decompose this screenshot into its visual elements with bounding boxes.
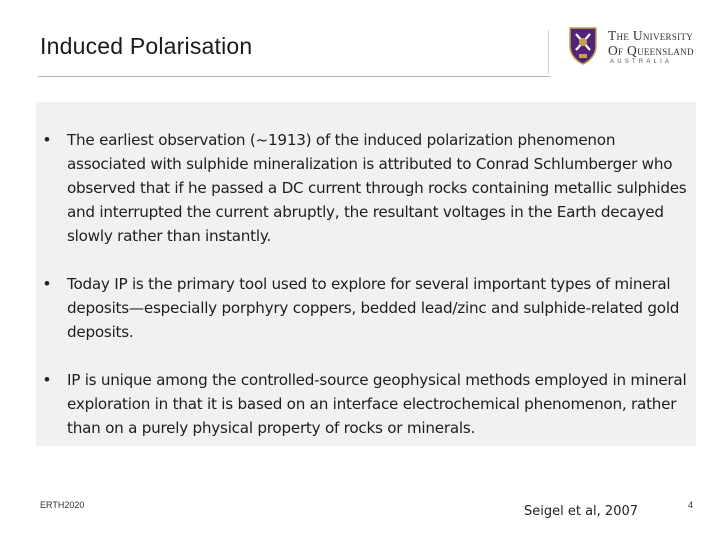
university-country: AUSTRALIA — [610, 59, 673, 65]
bullet-text: The earliest observation (~1913) of the induced polarization phenomenon associated with sulphide mineralization is attributed to Conrad Schlumberger who observed that if he passed a DC current through rocks containing metallic sulphides and interrupted the current abruptly, the resultant voltages in the Earth decayed slowly rather than instantly. — [67, 131, 687, 245]
bullet-text: Today IP is the primary tool used to explore for several important types of mineral deposits—especially porphyry coppers, bedded lead/zinc and sulphide-related gold deposits. — [67, 275, 680, 341]
bullet-text: IP is unique among the controlled-source geophysical methods employed in mineral exploration in that it is based on an interface electrochemical phenomenon, rather than on a purely physical property of rocks or minerals. — [67, 371, 687, 437]
university-logo — [564, 26, 704, 70]
logo-divider — [548, 30, 549, 74]
bullet-dot: • — [44, 370, 50, 389]
university-name-line1: The University — [608, 28, 694, 43]
content-box — [36, 102, 696, 446]
footer-course-code: ERTH2020 — [40, 500, 85, 510]
title-rule — [38, 76, 550, 77]
bullet-dot: • — [44, 274, 50, 293]
footer-citation: Seigel et al, 2007 — [524, 504, 639, 519]
crest-icon — [568, 26, 598, 66]
university-name-line2: Of Queensland — [608, 43, 694, 58]
page-number: 4 — [688, 500, 694, 510]
bullet-dot: • — [44, 130, 50, 149]
slide-title: Induced Polarisation — [40, 33, 253, 59]
